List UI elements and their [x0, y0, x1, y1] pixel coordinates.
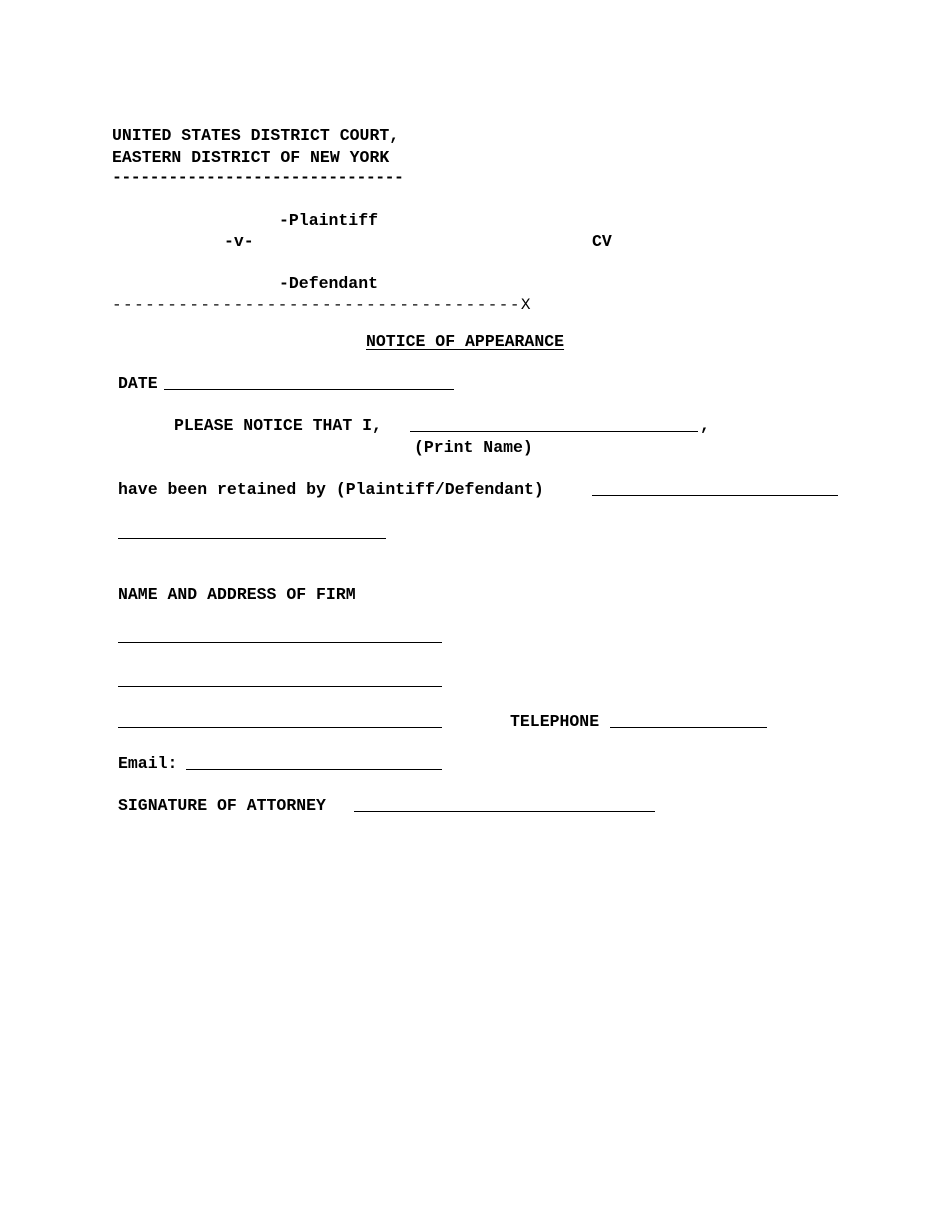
signature-field[interactable] [354, 811, 655, 812]
plaintiff-label: -Plaintiff [279, 211, 379, 230]
document-title: NOTICE OF APPEARANCE [366, 332, 565, 351]
firm-address-line1[interactable] [118, 642, 442, 643]
court-name-line1: UNITED STATES DISTRICT COURT, [112, 126, 400, 145]
retained-by-label: have been retained by (Plaintiff/Defendant) [118, 480, 544, 499]
signature-label: SIGNATURE OF ATTORNEY [118, 796, 326, 815]
client-field[interactable] [592, 495, 838, 496]
firm-address-line2[interactable] [118, 686, 442, 687]
email-field[interactable] [186, 769, 442, 770]
attorney-name-field[interactable] [410, 431, 698, 432]
firm-address-line3[interactable] [118, 727, 442, 728]
defendant-label: -Defendant [279, 274, 379, 293]
caption-closing-separator: -------------------------------------X [112, 296, 532, 314]
header-separator: ------------------------------- [112, 168, 404, 187]
print-name-hint: (Print Name) [414, 438, 533, 457]
court-name-line2: EASTERN DISTRICT OF NEW YORK [112, 148, 390, 167]
client-field-continued[interactable] [118, 538, 386, 539]
telephone-field[interactable] [610, 727, 767, 728]
date-field[interactable] [164, 389, 454, 390]
firm-label: NAME AND ADDRESS OF FIRM [118, 585, 356, 604]
telephone-label: TELEPHONE [510, 712, 600, 731]
versus-label: -v- [224, 232, 254, 251]
notice-suffix-comma: , [700, 416, 710, 435]
notice-prefix-label: PLEASE NOTICE THAT I, [174, 416, 382, 435]
date-label: DATE [118, 374, 158, 393]
case-type-label: CV [592, 232, 612, 251]
email-label: Email: [118, 754, 178, 773]
